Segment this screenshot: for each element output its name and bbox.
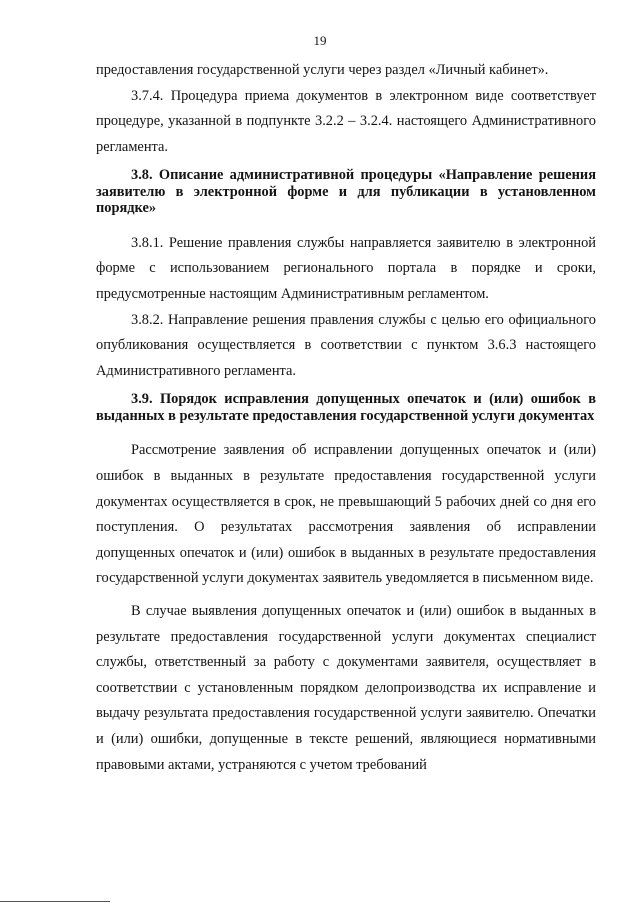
spacer bbox=[96, 592, 596, 599]
paragraph-3-9-2: В случае выявления допущенных опечаток и (или) ошибок в выданных в результате предоставления государственной услуги документах специалист службы, ответственный за работу с документами заявителя, осуществляет в соответствии с установленным порядком делопроизводства их исправление и выдачу результата предоставления государственной услуги заявителю. Опечатки и (или) ошибки, допущенные в тексте решений, являющиеся нормативными правовыми актами, устраняются с учетом требований bbox=[96, 603, 596, 773]
spacer bbox=[96, 384, 596, 391]
section-heading-3-8: 3.8. Описание административной процедуры «Направление решения заявителю в электронной форме и для публикации в установленном порядке» bbox=[96, 167, 596, 217]
paragraph-3-8-2: 3.8.2. Направление решения правления службы с целью его официального опубликования осуществляется в соответствии с пунктом 3.6.3 настоящего Административного регламента. bbox=[96, 311, 596, 379]
page-number: 19 bbox=[313, 33, 327, 48]
paragraph-3-8-1: 3.8.1. Решение правления службы направляется заявителю в электронной форме с использованием регионального портала в порядке и сроки, предусмотренные настоящим Административным регламентом. bbox=[96, 234, 596, 303]
document-body bbox=[96, 58, 596, 778]
spacer bbox=[96, 217, 596, 231]
footer-rule bbox=[0, 901, 110, 902]
paragraph-continuation: предоставления государственной услуги через раздел «Личный кабинет». bbox=[96, 62, 549, 78]
spacer bbox=[96, 424, 596, 438]
spacer bbox=[96, 160, 596, 167]
paragraph-3-7-4: 3.7.4. Процедура приема документов в электронном виде соответствует процедуре, указанной в подпункте 3.2.2 – 3.2.4. настоящего Административного регламента. bbox=[96, 87, 596, 155]
paragraph-3-9-1: Рассмотрение заявления об исправлении допущенных опечаток и (или) ошибок в выданных в результате предоставления государственной услуги документах осуществляется в срок, не превышающий 5 рабочих дней со дня его поступления. О результатах рассмотрения заявления об исправлении допущенных опечаток и (или) ошибок в выданных в результате предоставления государственной услуги документах заявитель уведомляется в письменном виде. bbox=[96, 442, 596, 587]
section-heading-3-9: 3.9. Порядок исправления допущенных опечаток и (или) ошибок в выданных в результате предоставления государственной услуги документах bbox=[96, 391, 596, 424]
